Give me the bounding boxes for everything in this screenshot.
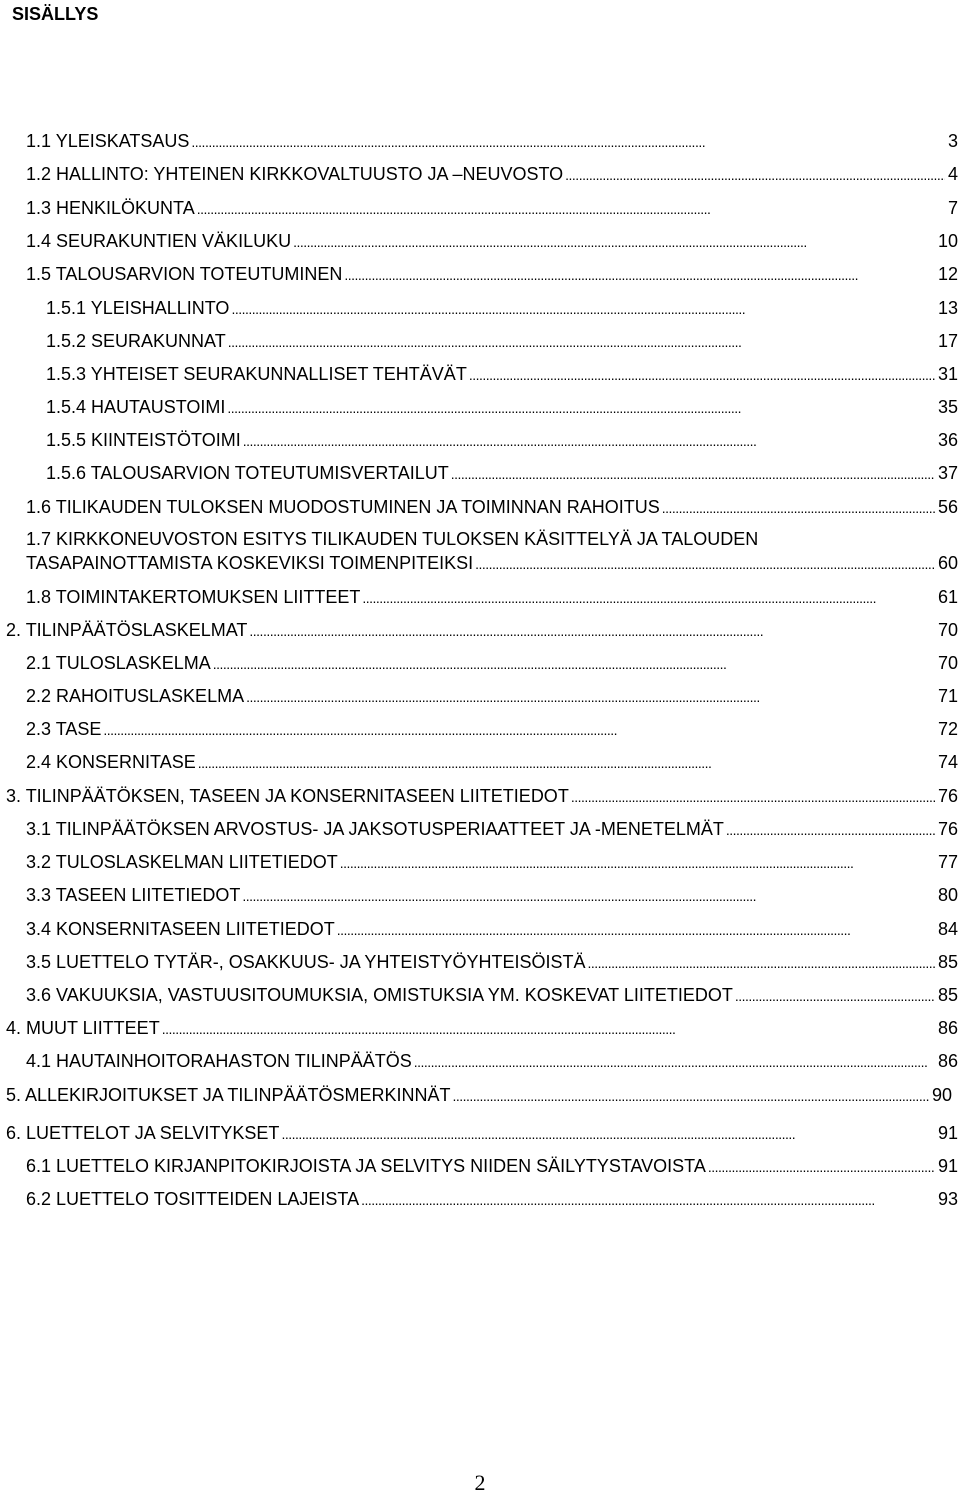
toc-entry-label: 3.5 LUETTELO TYTÄR-, OSAKKUUS- JA YHTEISTYÖYHTEISÖISTÄ	[26, 952, 586, 972]
toc-entry[interactable]	[26, 162, 958, 186]
toc-entry-label: 4.1 HAUTAINHOITORAHASTON TILINPÄÄTÖS	[26, 1051, 412, 1071]
toc-leader-dots	[26, 1154, 958, 1178]
toc-entry-page: 85	[935, 950, 958, 974]
toc-entry-label: 1.5.5 KIINTEISTÖTOIMI	[46, 430, 241, 450]
toc-leader-dots	[6, 1016, 958, 1040]
toc-leader-dots	[26, 983, 958, 1007]
toc-entry[interactable]	[26, 950, 958, 974]
toc-entry-page: 36	[935, 428, 958, 452]
toc-entry-label: TASAPAINOTTAMISTA KOSKEVIKSI TOIMENPITEIKSI	[26, 553, 474, 573]
toc-entry-label: 1.6 TILIKAUDEN TULOKSEN MUODOSTUMINEN JA TOIMINNAN RAHOITUS	[26, 497, 660, 517]
toc-leader-dots	[26, 1187, 958, 1211]
toc-entry-label: 2.3 TASE	[26, 719, 102, 739]
toc-entry-label: 1.3 HENKILÖKUNTA	[26, 198, 195, 218]
toc-entry-label: 6.2 LUETTELO TOSITTEIDEN LAJEISTA	[26, 1189, 360, 1209]
toc-entry[interactable]	[26, 750, 958, 774]
toc-entry[interactable]	[26, 229, 958, 253]
toc-entry-label: 1.5.6 TALOUSARVION TOTEUTUMISVERTAILUT	[46, 463, 449, 483]
toc-entry-page: 3	[945, 129, 958, 153]
toc-leader-dots	[26, 883, 958, 907]
toc-entry-label: 1.5.3 YHTEISET SEURAKUNNALLISET TEHTÄVÄT	[46, 364, 467, 384]
toc-entry-page: 76	[935, 784, 958, 808]
toc-entry-page: 56	[935, 495, 958, 519]
toc-entry-page: 37	[935, 461, 958, 485]
toc-leader-dots	[26, 1049, 958, 1073]
toc-leader-dots	[6, 1121, 958, 1145]
toc-entry-label: 3.1 TILINPÄÄTÖKSEN ARVOSTUS- JA JAKSOTUSPERIAATTEET JA -MENETELMÄT	[26, 819, 724, 839]
toc-leader-dots	[26, 850, 958, 874]
toc-entry-label: 1.5.2 SEURAKUNNAT	[46, 331, 226, 351]
toc-title: SISÄLLYS	[12, 4, 99, 24]
toc-entry[interactable]	[26, 717, 958, 741]
toc-entry-page: 13	[935, 296, 958, 320]
toc-leader-dots	[6, 1083, 952, 1107]
toc-leader-dots	[46, 329, 958, 353]
toc-entry-label: 1.4 SEURAKUNTIEN VÄKILUKU	[26, 231, 292, 251]
toc-entry[interactable]	[46, 296, 958, 320]
toc-entry-page: 31	[935, 362, 958, 386]
toc-entry-page: 86	[935, 1049, 958, 1073]
toc-entry[interactable]	[46, 395, 958, 419]
toc-entry-page: 91	[935, 1121, 958, 1145]
toc-entry-page: 12	[935, 262, 958, 286]
toc-entry-label: 2.1 TULOSLASKELMA	[26, 653, 211, 673]
toc-entry-label: 4. MUUT LIITTEET	[6, 1018, 160, 1038]
toc-leader-dots	[26, 495, 958, 519]
toc-entry[interactable]	[26, 196, 958, 220]
toc-entry-label: 3. TILINPÄÄTÖKSEN, TASEEN JA KONSERNITASEEN LIITETIEDOT	[6, 786, 569, 806]
toc-entry-label: 1.5.1 YLEISHALLINTO	[46, 298, 230, 318]
toc-entry-page: 71	[935, 684, 958, 708]
toc-entry-page: 70	[935, 651, 958, 675]
toc-entry-label: 5. ALLEKIRJOITUKSET JA TILINPÄÄTÖSMERKINNÄT	[6, 1085, 451, 1105]
toc-entry-label: 6. LUETTELOT JA SELVITYKSET	[6, 1123, 280, 1143]
toc-entry[interactable]	[6, 1121, 958, 1145]
toc-entry[interactable]	[46, 329, 958, 353]
toc-entry-page: 35	[935, 395, 958, 419]
toc-entry[interactable]	[26, 585, 958, 609]
toc-entry-page: 61	[935, 585, 958, 609]
toc-entry[interactable]	[26, 850, 958, 874]
toc-leader-dots	[26, 262, 958, 286]
toc-entry-label: 3.4 KONSERNITASEEN LIITETIEDOT	[26, 919, 335, 939]
toc-leader-dots	[26, 129, 958, 153]
toc-leader-dots	[46, 428, 958, 452]
toc-entry-page: 91	[935, 1154, 958, 1178]
toc-leader-dots	[6, 784, 958, 808]
toc-entry-page: 77	[935, 850, 958, 874]
toc-entry-page: 7	[945, 196, 958, 220]
toc-entry[interactable]	[26, 684, 958, 708]
toc-entry[interactable]	[26, 527, 958, 575]
toc-entry-page: 60	[935, 551, 958, 575]
toc-leader-dots	[26, 917, 958, 941]
toc-entry-label: 3.6 VAKUUKSIA, VASTUUSITOUMUKSIA, OMISTUKSIA YM. KOSKEVAT LIITETIEDOT	[26, 985, 733, 1005]
toc-entry-label: 1.8 TOIMINTAKERTOMUKSEN LIITTEET	[26, 587, 361, 607]
toc-entry-page: 4	[945, 162, 958, 186]
toc-entry-label: 2.2 RAHOITUSLASKELMA	[26, 686, 245, 706]
toc-leader-dots	[46, 461, 958, 485]
toc-leader-dots	[26, 717, 958, 741]
toc-entry[interactable]	[26, 262, 958, 286]
toc-leader-dots	[46, 296, 958, 320]
toc-leader-dots	[46, 395, 958, 419]
toc-entry[interactable]	[46, 461, 958, 485]
toc-entry[interactable]	[26, 817, 958, 841]
toc-entry[interactable]	[26, 495, 958, 519]
toc-entry-page: 93	[935, 1187, 958, 1211]
toc-entry[interactable]	[6, 618, 958, 642]
toc-entry-page: 10	[935, 229, 958, 253]
page-number: 2	[474, 1470, 486, 1495]
toc-leader-dots	[46, 362, 958, 386]
toc-entry-label: 3.2 TULOSLASKELMAN LIITETIEDOT	[26, 852, 338, 872]
toc-entry[interactable]	[26, 1049, 958, 1073]
toc-entry[interactable]	[26, 129, 958, 153]
toc-entry-label: 3.3 TASEEN LIITETIEDOT	[26, 885, 241, 905]
toc-entry[interactable]	[26, 983, 958, 1007]
toc-entry-page: 70	[935, 618, 958, 642]
toc-entry[interactable]	[26, 883, 958, 907]
toc-entry-page: 90	[929, 1083, 952, 1107]
toc-entry[interactable]	[6, 1016, 958, 1040]
toc-entry-label: 1.1 YLEISKATSAUS	[26, 131, 190, 151]
toc-entry-label: 2.4 KONSERNITASE	[26, 752, 196, 772]
toc-leader-dots	[26, 551, 958, 575]
toc-entry-label: 1.2 HALLINTO: YHTEINEN KIRKKOVALTUUSTO JA –NEUVOSTO	[26, 164, 564, 184]
toc-entry[interactable]	[46, 362, 958, 386]
toc-entry[interactable]	[26, 1154, 958, 1178]
toc-entry-page: 17	[935, 329, 958, 353]
toc-entry[interactable]	[6, 1083, 952, 1107]
toc-leader-dots	[26, 585, 958, 609]
toc-leader-dots	[26, 196, 958, 220]
toc-entry-page: 80	[935, 883, 958, 907]
toc-entry-page: 76	[935, 817, 958, 841]
toc-entry-label: 2. TILINPÄÄTÖSLASKELMAT	[6, 620, 248, 640]
toc-leader-dots	[26, 750, 958, 774]
toc-leader-dots	[26, 684, 958, 708]
toc-entry-label: 6.1 LUETTELO KIRJANPITOKIRJOISTA JA SELVITYS NIIDEN SÄILYTYSTAVOISTA	[26, 1156, 706, 1176]
toc-leader-dots	[6, 618, 958, 642]
toc-entry[interactable]	[26, 1187, 958, 1211]
toc-entry[interactable]	[26, 917, 958, 941]
toc-leader-dots	[26, 651, 958, 675]
toc-leader-dots	[26, 162, 958, 186]
toc-entry[interactable]	[26, 651, 958, 675]
toc-entry-page: 85	[935, 983, 958, 1007]
toc-entry-label: 1.5.4 HAUTAUSTOIMI	[46, 397, 226, 417]
toc-entry-page: 86	[935, 1016, 958, 1040]
toc-leader-dots	[26, 950, 958, 974]
toc-leader-dots	[26, 229, 958, 253]
toc-entry[interactable]	[46, 428, 958, 452]
toc-entry-label: 1.5 TALOUSARVION TOTEUTUMINEN	[26, 264, 343, 284]
toc-entry-page: 84	[935, 917, 958, 941]
toc-entry[interactable]	[6, 784, 958, 808]
toc-entry-label: 1.7 KIRKKONEUVOSTON ESITYS TILIKAUDEN TULOKSEN KÄSITTELYÄ JA TALOUDEN	[26, 529, 759, 549]
toc-entry-page: 74	[935, 750, 958, 774]
toc-entry-page: 72	[935, 717, 958, 741]
toc-leader-dots	[26, 817, 958, 841]
